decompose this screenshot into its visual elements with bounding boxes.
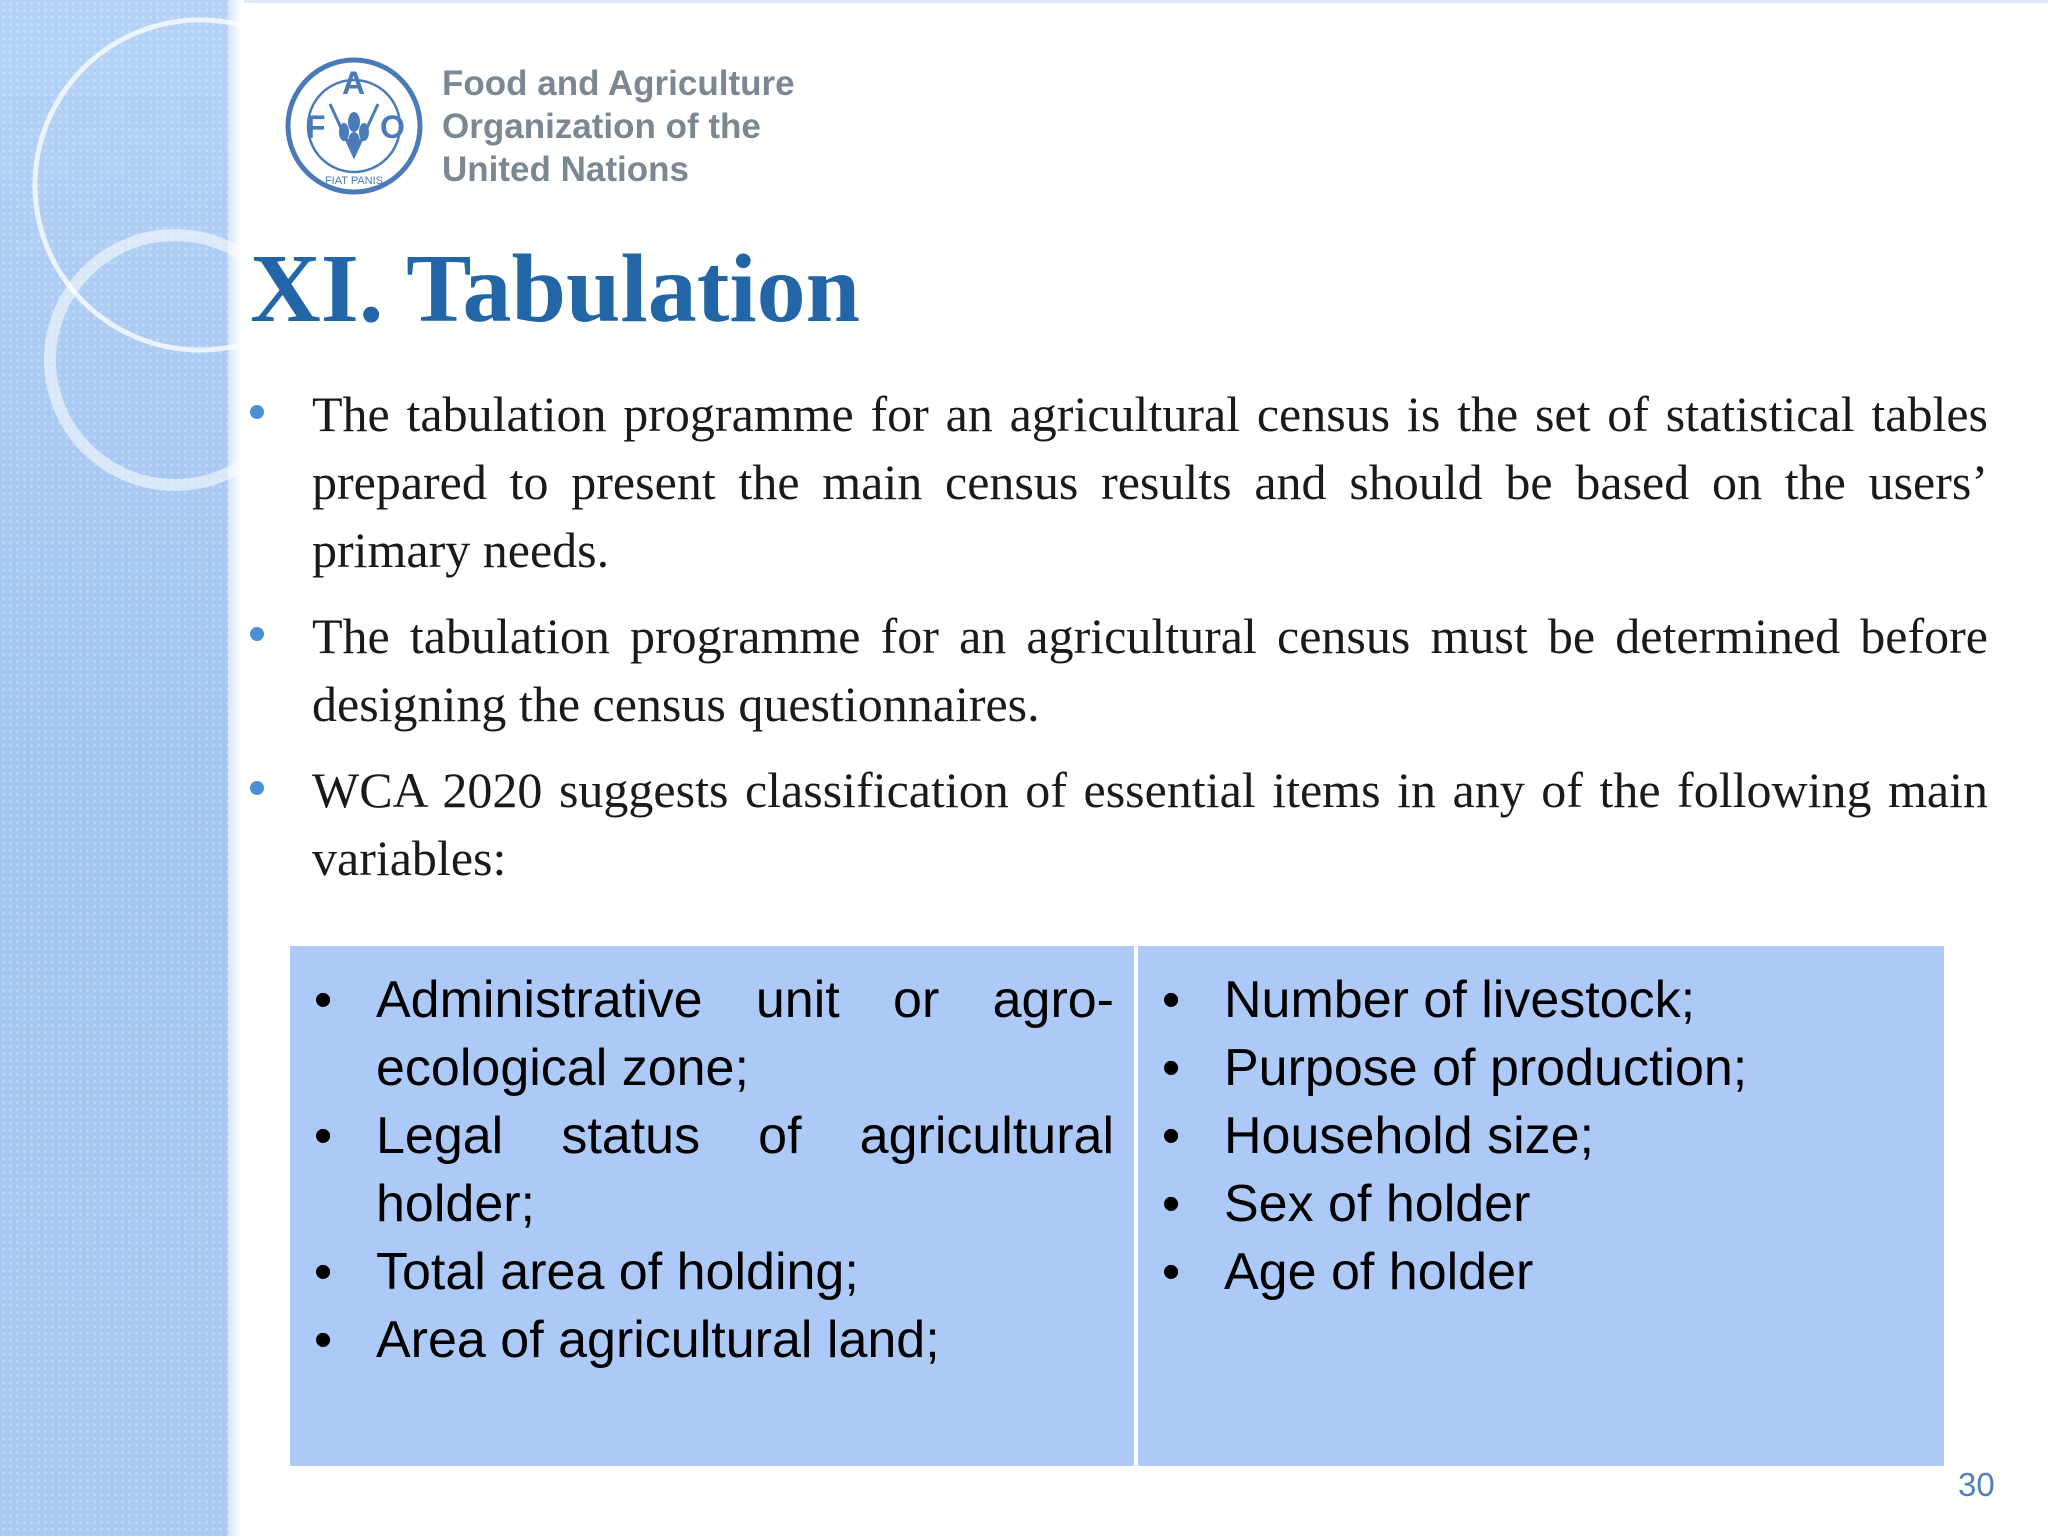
variable-item: • Number of livestock; <box>1224 966 1924 1034</box>
page-number: 30 <box>1958 1466 1995 1503</box>
bullet-dot <box>250 627 264 641</box>
logo-motto: FIAT PANIS <box>324 175 384 187</box>
org-name-line: Food and Agriculture <box>442 64 795 103</box>
logo-letter-f: F <box>306 109 326 145</box>
variable-item: • Administrative unit or agro-ecological zone; <box>376 966 1114 1102</box>
bullet-text: WCA 2020 suggests classification of essential items in any of the following main variables: <box>312 762 1988 886</box>
variables-table <box>290 946 1944 1466</box>
bullet-list <box>312 380 1988 910</box>
bullet-text: The tabulation programme for an agricultural census must be determined before designing the census questionnaires. <box>312 608 1988 732</box>
bullet-text: The tabulation programme for an agricultural census is the set of statistical tables prepared to present the main census results and should be based on the users’ primary needs. <box>312 386 1988 578</box>
bullet-dot <box>250 781 264 795</box>
fao-logo <box>284 56 424 196</box>
variable-item: • Total area of holding; <box>376 1238 1114 1306</box>
logo-letter-o: O <box>380 109 405 145</box>
bullet-dot <box>250 405 264 419</box>
slide-title: XI. Tabulation <box>250 235 861 343</box>
variable-item: • Purpose of production; <box>1224 1034 1924 1102</box>
org-name-line: Organization of the <box>442 107 761 146</box>
logo-letter-a: A <box>342 65 366 101</box>
variables-column-right <box>1138 946 1944 1466</box>
variable-item: • Household size; <box>1224 1102 1924 1170</box>
variable-item: • Area of agricultural land; <box>376 1306 1114 1374</box>
variable-item: • Age of holder <box>1224 1238 1924 1306</box>
bullet-item <box>312 602 1988 738</box>
decorative-rings <box>0 0 260 520</box>
top-rule <box>244 0 2048 3</box>
organization-name <box>442 62 795 191</box>
variable-item: • Sex of holder <box>1224 1170 1924 1238</box>
variables-column-left <box>290 946 1134 1466</box>
variable-item: • Legal status of agricultural holder; <box>376 1102 1114 1238</box>
bullet-item <box>312 380 1988 584</box>
org-name-line: United Nations <box>442 150 689 189</box>
bullet-item <box>312 756 1988 892</box>
